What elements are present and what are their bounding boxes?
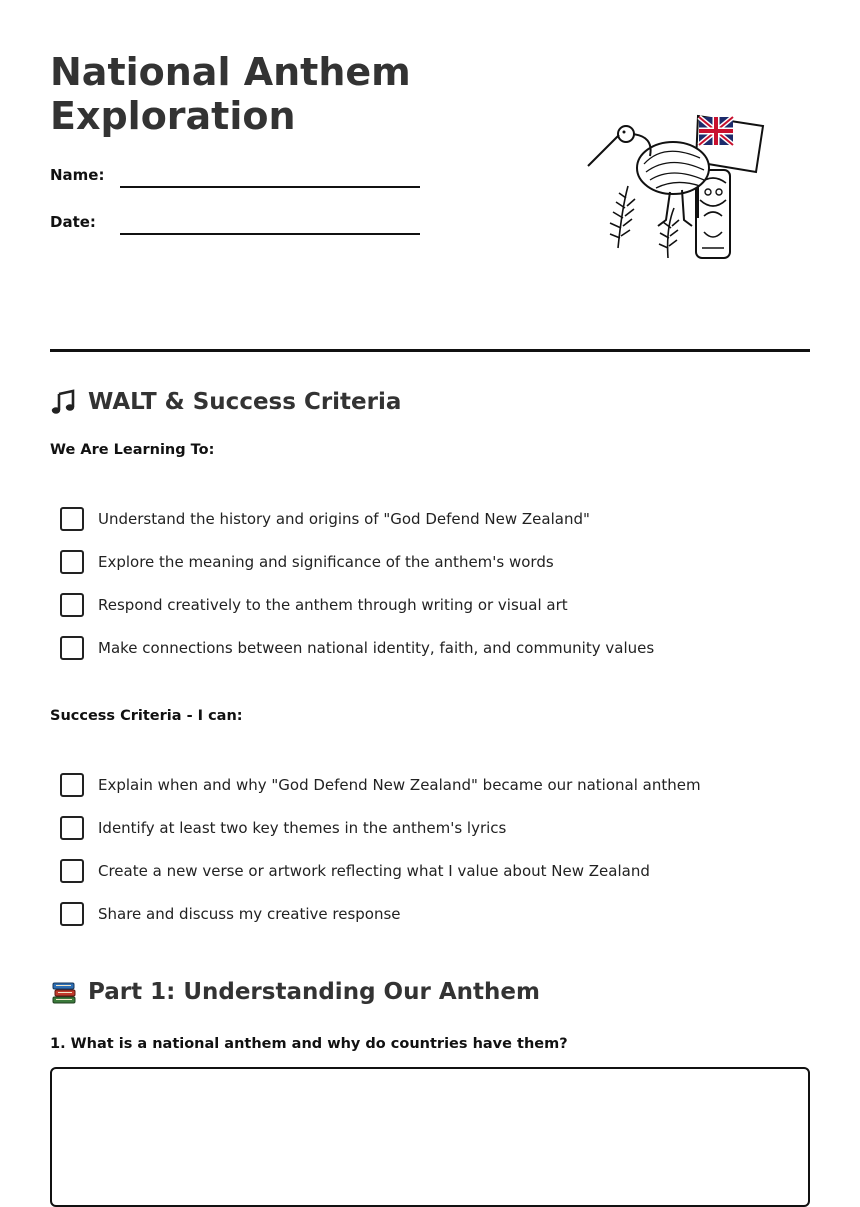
success-item <box>60 815 506 841</box>
learning-checkbox[interactable] <box>60 507 84 531</box>
name-field[interactable] <box>120 186 420 188</box>
date-label: Date: <box>50 213 96 231</box>
learning-item-text: Understand the history and origins of "God Defend New Zealand" <box>98 510 590 528</box>
success-checkbox[interactable] <box>60 902 84 926</box>
part1-section-title <box>50 978 540 1006</box>
learning-item-text: Make connections between national identity, faith, and community values <box>98 639 655 657</box>
title-line-1: National Anthem <box>50 50 411 94</box>
walt-title-text: WALT & Success Criteria <box>88 389 402 415</box>
learning-item-text: Respond creatively to the anthem through writing or visual art <box>98 596 568 614</box>
part1-title-text: Part 1: Understanding Our Anthem <box>88 979 540 1005</box>
learning-checkbox[interactable] <box>60 550 84 574</box>
header-divider <box>50 349 810 352</box>
question-1-answer-box[interactable] <box>50 1067 810 1207</box>
title-line-2: Exploration <box>50 94 296 138</box>
success-item-text: Share and discuss my creative response <box>98 905 401 923</box>
kiwi-bird-icon <box>588 126 709 226</box>
learning-item <box>60 549 554 575</box>
success-item-text: Explain when and why "God Defend New Zealand" became our national anthem <box>98 776 701 794</box>
learning-item <box>60 506 590 532</box>
success-item <box>60 858 650 884</box>
success-item-text: Create a new verse or artwork reflecting what I value about New Zealand <box>98 862 650 880</box>
question-1: 1. What is a national anthem and why do countries have them? <box>50 1036 568 1052</box>
success-item <box>60 901 401 927</box>
books-icon <box>50 978 78 1006</box>
success-checkbox[interactable] <box>60 773 84 797</box>
kiwi-flag-illustration <box>578 108 778 268</box>
learning-checkbox[interactable] <box>60 593 84 617</box>
page-title <box>50 50 490 138</box>
learning-item <box>60 592 568 618</box>
music-note-icon <box>50 388 78 416</box>
learning-item-text: Explore the meaning and significance of the anthem's words <box>98 553 554 571</box>
success-checkbox[interactable] <box>60 859 84 883</box>
walt-section-title <box>50 388 401 416</box>
success-checkbox[interactable] <box>60 816 84 840</box>
success-heading: Success Criteria - I can: <box>50 708 243 724</box>
success-item <box>60 772 701 798</box>
learning-item <box>60 635 654 661</box>
learning-checkbox[interactable] <box>60 636 84 660</box>
name-label: Name: <box>50 166 105 184</box>
learning-heading: We Are Learning To: <box>50 442 215 458</box>
date-field[interactable] <box>120 233 420 235</box>
success-item-text: Identify at least two key themes in the anthem's lyrics <box>98 819 507 837</box>
